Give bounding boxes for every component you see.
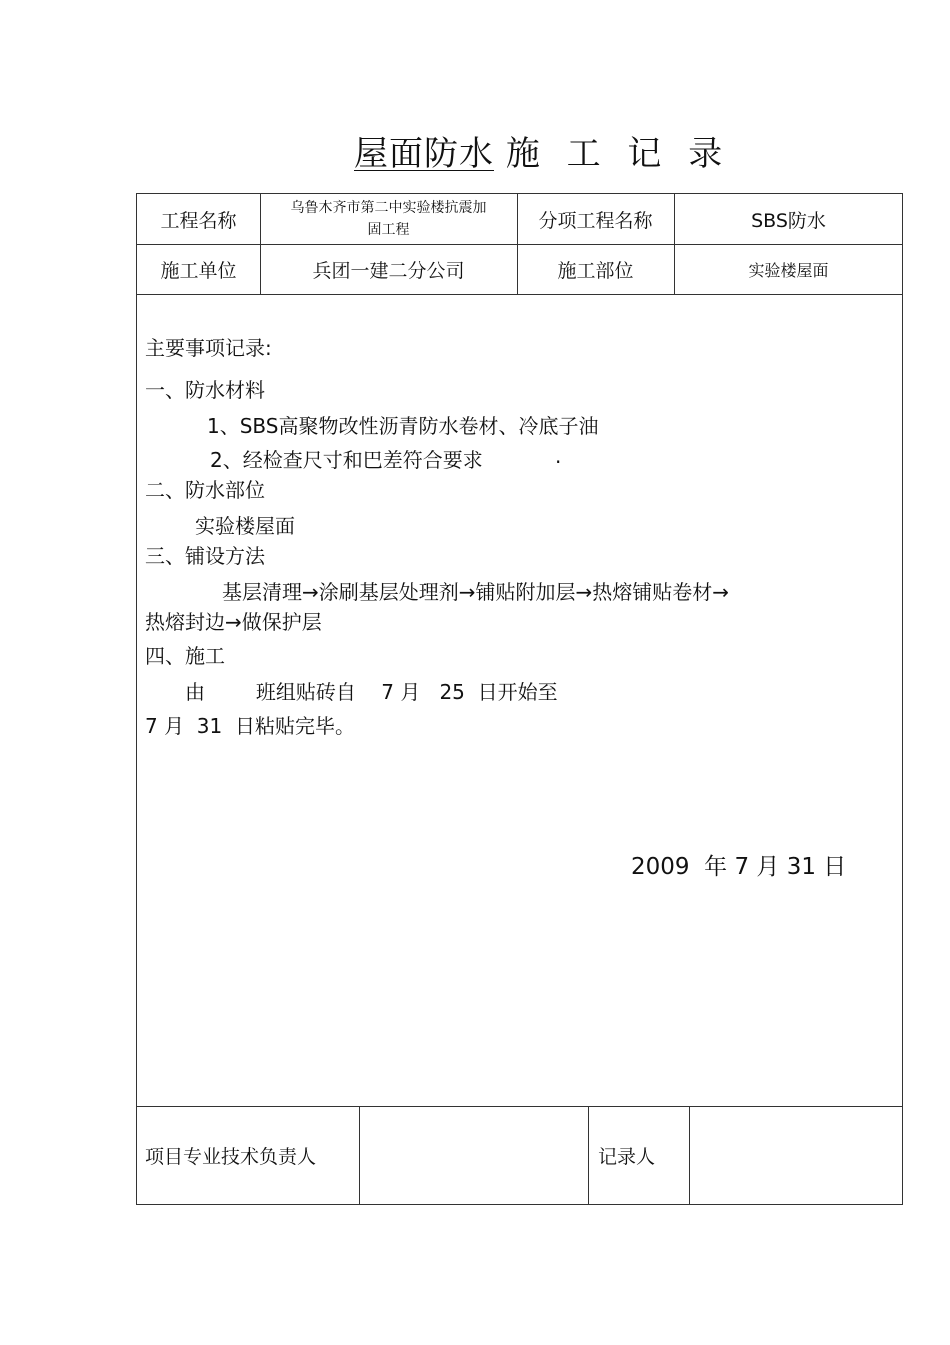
records-heading: 主要事项记录:: [145, 336, 272, 360]
section-1-item-2-mark: .: [555, 444, 562, 468]
construction-part-label: 施工部位: [557, 259, 634, 282]
section-2-title: 二、防水部位: [145, 478, 265, 502]
project-name-value: [260, 194, 517, 244]
document-title: [354, 126, 723, 175]
tech-lead-label: 项目专业技术负责人: [145, 1146, 317, 1168]
project-name-value-line2: 固工程: [367, 222, 410, 238]
recorder-signature: [689, 1106, 903, 1205]
title-underlined: 屋面防水: [354, 134, 494, 174]
project-name-label: 工程名称: [160, 209, 237, 232]
construction-part-value: 实验楼屋面: [748, 260, 829, 280]
section-3-line-1: 基层清理→涂刷基层处理剂→铺贴附加层→热熔铺贴卷材→: [222, 580, 730, 604]
section-1-item-2: 2、经检查尺寸和巴差符合要求: [210, 448, 483, 472]
section-4-title: 四、施工: [145, 644, 225, 668]
section-3-title: 三、铺设方法: [145, 544, 265, 568]
tech-lead-signature: [359, 1106, 588, 1205]
construction-unit-value: 兵团一建二分公司: [312, 259, 465, 282]
title-rest: 施 工 记 录: [505, 134, 724, 174]
record-form: [136, 193, 903, 1205]
record-date: 2009 年 7 月 31 日: [631, 854, 847, 880]
sub-item-label: 分项工程名称: [538, 209, 653, 232]
section-1-title: 一、防水材料: [145, 378, 265, 402]
construction-unit-label: 施工单位: [160, 259, 237, 282]
section-4-line-2: 7 月 31 日粘贴完毕。: [145, 714, 355, 738]
section-3-line-2: 热熔封边→做保护层: [145, 610, 322, 634]
project-name-value-line1: 乌鲁木齐市第二中实验楼抗震加: [290, 200, 487, 216]
section-4-line-1: 由 班组贴砖自 7 月 25 日开始至: [185, 680, 558, 704]
section-1-item-1: 1、SBS高聚物改性沥青防水卷材、冷底子油: [207, 414, 599, 438]
row-divider: [137, 294, 902, 295]
section-2-value: 实验楼屋面: [195, 514, 295, 538]
recorder-label: 记录人: [598, 1146, 656, 1168]
sub-item-value: SBS防水: [751, 209, 826, 232]
